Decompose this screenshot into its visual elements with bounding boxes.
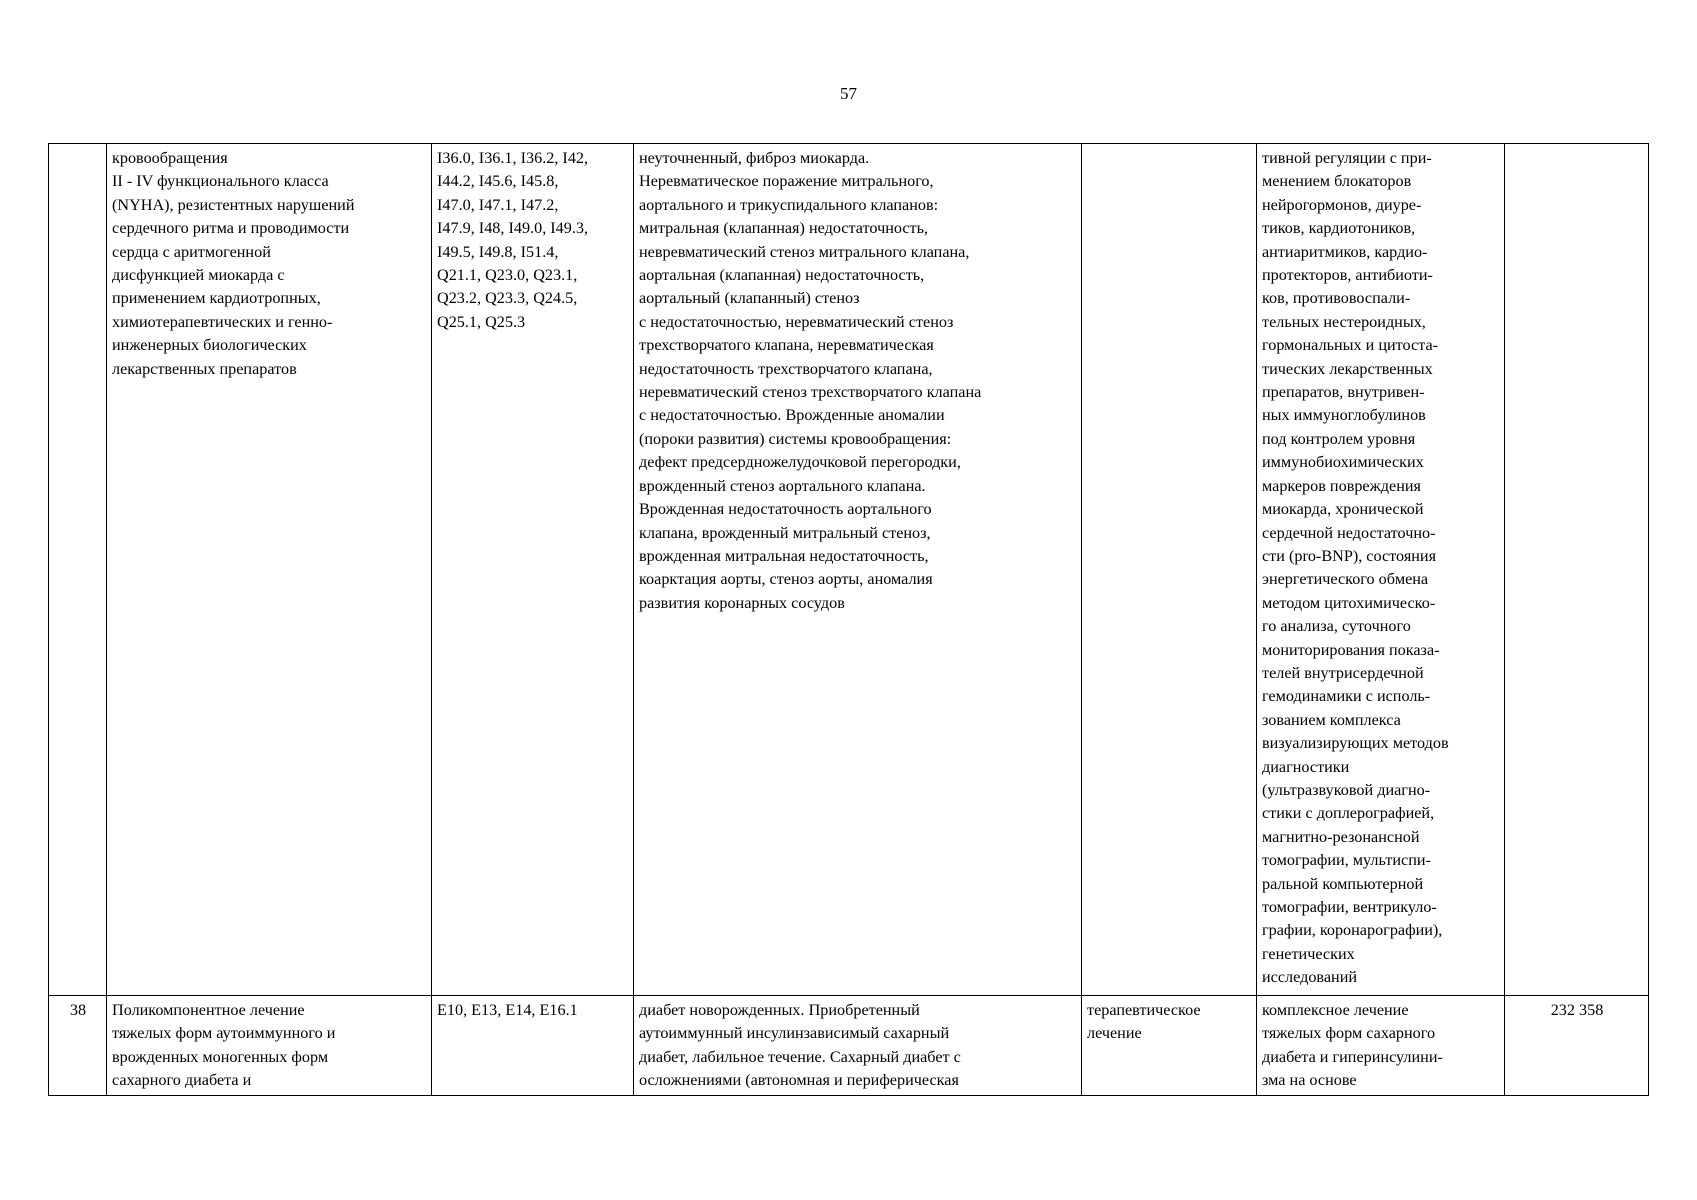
patient-model-cell: диабет новорожденных. Приобретенный аутоиммунный инсулинзависимый сахарный диабет, лабильное течение. Сахарный диабет с осложнениями (автономная и периферическая [634,996,1082,1096]
patient-model-cell: неуточненный, фиброз миокарда. Неревматическое поражение митрального, аортального и трикуспидального клапанов: митральная (клапанная) недостаточность, невревматический стеноз митрального клапана, аортальная (клапанная) недостаточность, аортальный (клапанный) стеноз с недостаточностью, неревматический стеноз трехстворчатого клапана, неревматическая недостаточность трехстворчатого клапана, неревматический стеноз трехстворчатого клапана с недостаточностью. Врожденные аномалии (пороки развития) системы кровообращения: дефект предсердножелудочковой перегородки, врожденный стеноз аортального клапана. Врожденная недостаточность аортального клапана, врожденный митральный стеноз, врожденная митральная недостаточность, коарктация аорты, стеноз аорты, аномалия развития коронарных сосудов [634,144,1082,996]
icd-codes-cell: I36.0, I36.1, I36.2, I42, I44.2, I45.6, I45.8, I47.0, I47.1, I47.2, I47.9, I48, I49.0, I49.3, I49.5, I49.8, I51.4, Q21.1, Q23.0, Q23.1, Q23.2, Q23.3, Q24.5, Q25.1, Q25.3 [432,144,634,996]
treatment-type-cell: терапевтическое лечение [1082,996,1257,1096]
icd-codes-cell: E10, E13, E14, E16.1 [432,996,634,1096]
row-number-cell [49,144,107,996]
table-row [49,144,1649,996]
care-name-cell: кровообращения II - IV функционального класса (NYHA), резистентных нарушений сердечного ритма и проводимости сердца с аритмогенной дисфункцией миокарда с применением кардиотропных, химиотерапевтических и генно- инженерных биологических лекарственных препаратов [107,144,432,996]
cost-cell [1505,144,1649,996]
medical-care-table [48,143,1649,1096]
row-number-cell: 38 [49,996,107,1096]
cost-cell: 232 358 [1505,996,1649,1096]
treatment-method-cell: комплексное лечение тяжелых форм сахарного диабета и гиперинсулини- зма на основе [1257,996,1505,1096]
care-name-cell: Поликомпонентное лечение тяжелых форм аутоиммунного и врожденных моногенных форм сахарного диабета и [107,996,432,1096]
treatment-method-cell: тивной регуляции с при- менением блокаторов нейрогормонов, диуре- тиков, кардиотоников, антиаритмиков, кардио- протекторов, антибиоти- ков, противовоспали- тельных нестероидных, гормональных и цитоста- тических лекарственных препаратов, внутривен- ных иммуноглобулинов под контролем уровня иммунобиохимических маркеров повреждения миокарда, хронической сердечной недостаточно- сти (pro-BNP), состояния энергетического обмена методом цитохимическо- го анализа, суточного мониторирования показа- телей внутрисердечной гемодинамики с исполь- зованием комплекса визуализирующих методов диагностики (ультразвуковой диагно- стики с доплерографией, магнитно-резонансной томографии, мультиспи- ральной компьютерной томографии, вентрикуло- графии, коронарографии), генетических исследований [1257,144,1505,996]
page-number: 57 [840,84,857,103]
table-row [49,996,1649,1096]
treatment-type-cell [1082,144,1257,996]
